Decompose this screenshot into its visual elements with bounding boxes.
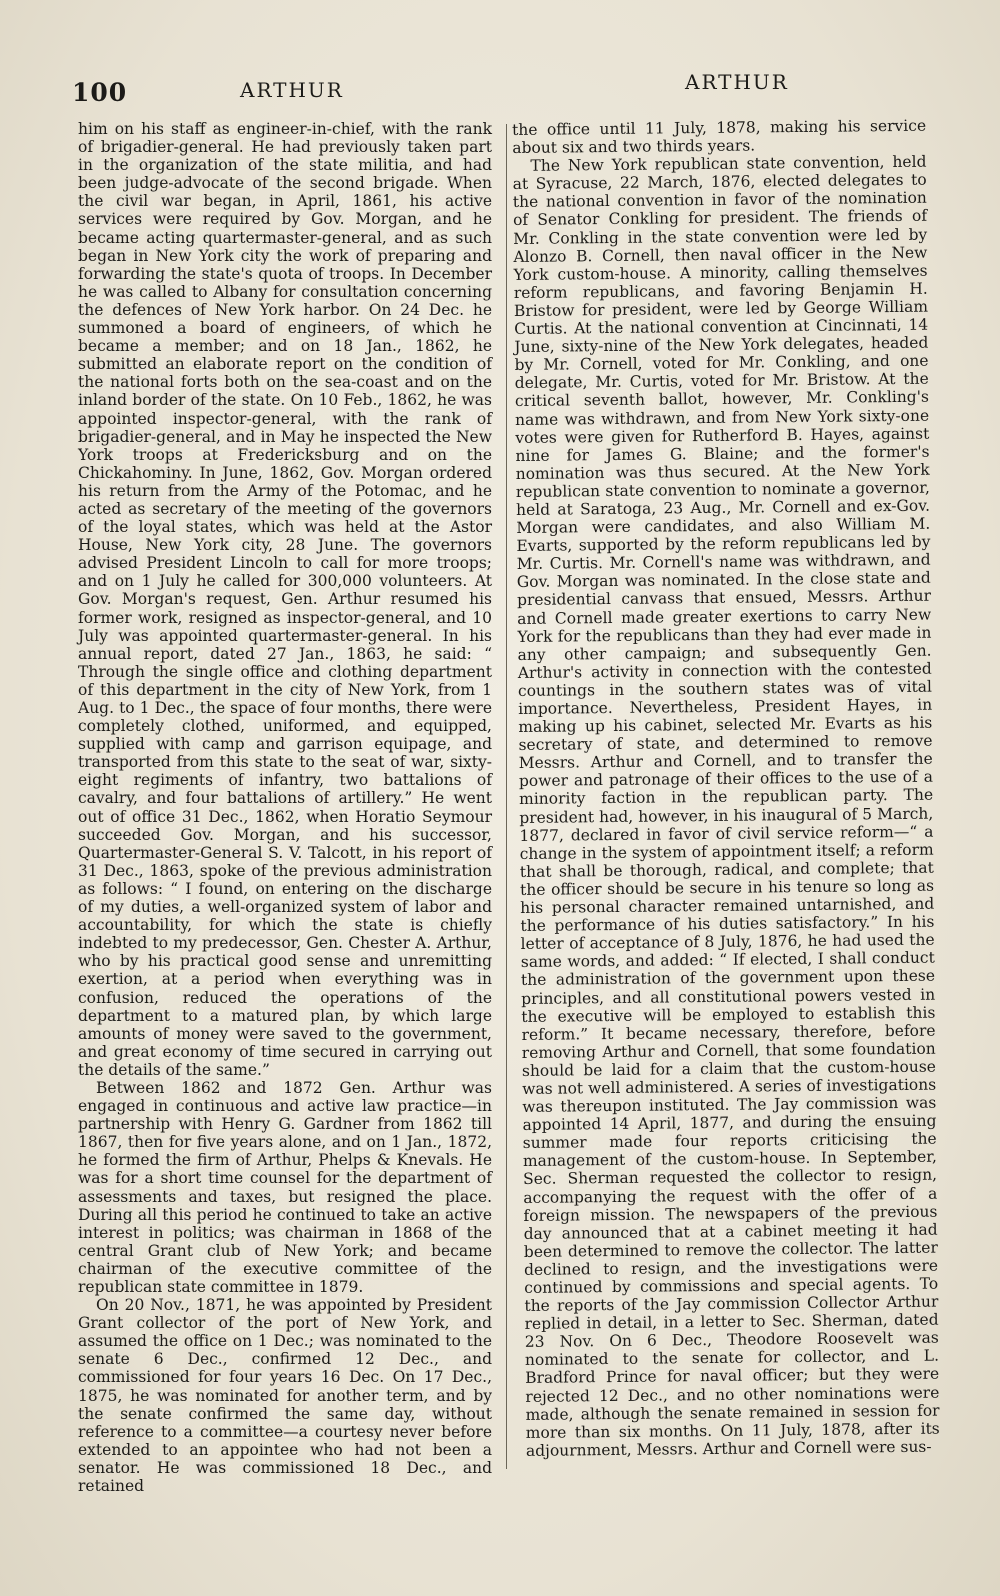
running-title-left: ARTHUR: [240, 78, 344, 102]
right-column: [512, 117, 940, 1460]
paragraph: Between 1862 and 1872 Gen. Arthur was engaged in continuous and active law practice—in partnership with Henry G. Gardner from 1862 till 1867, then for five years alone, and on 1 Jan., 1872, he formed the firm of Arthur, Phelps & Knevals. He was for a short time counsel for the department of assessments and taxes, but resigned the place. During all this period he continued to take an active interest in politics; was chairman in 1868 of the central Grant club of New York; and became chairman of the executive committee of the republican state committee in 1879.: [78, 1078, 492, 1296]
paragraph: The New York republican state convention, held at Syracuse, 22 March, 1876, elected delegates to the national convention in favor of the nomination of Senator Conkling for president. The friends of Mr. Conkling in the state convention were led by Alonzo B. Cornell, then naval officer in the New York custom-house. A minority, calling themselves reform republicans, and favoring Benjamin H. Bristow for president, were led by George William Curtis. At the national convention at Cincinnati, 14 June, sixty-nine of the New York delegates, headed by Mr. Cornell, voted for Mr. Conkling, and one delegate, Mr. Curtis, voted for Mr. Bristow. At the critical seventh ballot, however, Mr. Conkling's name was withdrawn, and from New York sixty-one votes were given for Rutherford B. Hayes, against nine for James G. Blaine; and the former's nomination was thus secured. At the New York republican state convention to nominate a governor, held at Saratoga, 23 Aug., Mr. Cornell and ex-Gov. Morgan were candidates, and also William M. Evarts, supported by the reform republicans led by Mr. Curtis. Mr. Cornell's name was withdrawn, and Gov. Morgan was nominated. In the close state and presidential canvass that ensued, Messrs. Arthur and Cornell made greater exertions to carry New York for the republicans than they had ever made in any other campaign; and subsequently Gen. Arthur's activity in connection with the contested countings in the southern states was of vital importance. Nevertheless, President Hayes, in making up his cabinet, selected Mr. Evarts as his secretary of state, and determined to remove Messrs. Arthur and Cornell, and to transfer the power and patronage of their offices to the use of a minority faction in the republican party. The president had, however, in his inaugural of 5 March, 1877, declared in favor of civil service reform—“ a change in the system of appointment itself; a reform that shall be thorough, radical, and complete; that the officer should be secure in his tenure so long as his personal character remained untarnished, and the performance of his duties satisfactory.” In his letter of acceptance of 8 July, 1876, he had used the same words, and added: “ If elected, I shall conduct the administration of the government upon these principles, and all constitutional powers vested in the executive will be employed to establish this reform.” It became necessary, therefore, before removing Arthur and Cornell, that some foundation should be laid for a claim that the custom-house was not well administered. A series of investigations was thereupon instituted. The Jay commission was appointed 14 April, 1877, and during the ensuing summer made four reports criticising the management of the custom-house. In September, Sec. Sherman requested the collector to resign, accompanying the request with the offer of a foreign mission. The newspapers of the previous day announced that at a cabinet meeting it had been determined to remove the collector. The latter declined to resign, and the investigations were continued by commissions and special agents. To the reports of the Jay commission Collector Arthur replied in detail, in a letter to Sec. Sherman, dated 23 Nov. On 6 Dec., Theodore Roosevelt was nominated to the senate for collector, and L. Bradford Prince for naval officer; but they were rejected 12 Dec., and no other nominations were made, although the senate remained in session for more than six months. On 11 July, 1878, after its adjournment, Messrs. Arthur and Cornell were sus-: [512, 152, 940, 1460]
running-title-right: ARTHUR: [685, 70, 789, 94]
column-divider: [506, 124, 507, 1469]
text-columns: [78, 116, 940, 1496]
paragraph: the office until 11 July, 1878, making his service about six and two thirds years.: [512, 116, 927, 158]
paragraph: him on his staff as engineer-in-chief, with the rank of brigadier-general. He had previously taken part in the organization of the state militia, and had been judge-advocate of the second brigade. When the civil war began, in April, 1861, his active services were required by Gov. Morgan, and he became acting quartermaster-general, and as such began in New York city the work of preparing and forwarding the state's quota of troops. In December he was called to Albany for consultation concerning the defences of New York harbor. On 24 Dec. he summoned a board of engineers, of which he became a member; and on 18 Jan., 1862, he submitted an elaborate report on the condition of the national forts both on the sea-coast and on the inland border of the state. On 10 Feb., 1862, he was appointed inspector-general, with the rank of brigadier-general, and in May he inspected the New York troops at Fredericksburg and on the Chickahominy. In June, 1862, Gov. Morgan ordered his return from the Army of the Potomac, and he acted as secretary of the meeting of the governors of the loyal states, which was held at the Astor House, New York city, 28 June. The governors advised President Lincoln to call for more troops; and on 1 July he called for 300,000 volunteers. At Gov. Morgan's request, Gen. Arthur resumed his former work, resigned as inspector-general, and 10 July was appointed quartermaster-general. In his annual report, dated 27 Jan., 1863, he said: “ Through the single office and clothing department of this department in the city of New York, from 1 Aug. to 1 Dec., the space of four months, there were completely clothed, uniformed, and equipped, supplied with camp and garrison equipage, and transported from this state to the seat of war, sixty-eight regiments of infantry, two battalions of cavalry, and four battalions of artillery.” He went out of office 31 Dec., 1862, when Horatio Seymour succeeded Gov. Morgan, and his successor, Quartermaster-General S. V. Talcott, in his report of 31 Dec., 1863, spoke of the previous administration as follows: “ I found, on entering on the discharge of my duties, a well-organized system of labor and accountability, for which the state is chiefly indebted to my predecessor, Gen. Chester A. Arthur, who by his practical good sense and unremitting exertion, at a period when everything was in confusion, reduced the operations of the department to a matured plan, by which large amounts of money were saved to the government, and great economy of time secured in carrying out the details of the same.”: [78, 120, 492, 1079]
page-number: 100: [72, 78, 128, 107]
running-head: [72, 70, 940, 110]
left-column: [78, 120, 492, 1495]
paragraph: On 20 Nov., 1871, he was appointed by President Grant collector of the port of New York, and assumed the office on 1 Dec.; was nominated to the senate 6 Dec., confirmed 12 Dec., and commissioned for four years 16 Dec. On 17 Dec., 1875, he was nominated for another term, and by the senate confirmed the same day, without reference to a committee—a courtesy never before extended to an appointee who had not been a senator. He was commissioned 18 Dec., and retained: [78, 1296, 492, 1496]
